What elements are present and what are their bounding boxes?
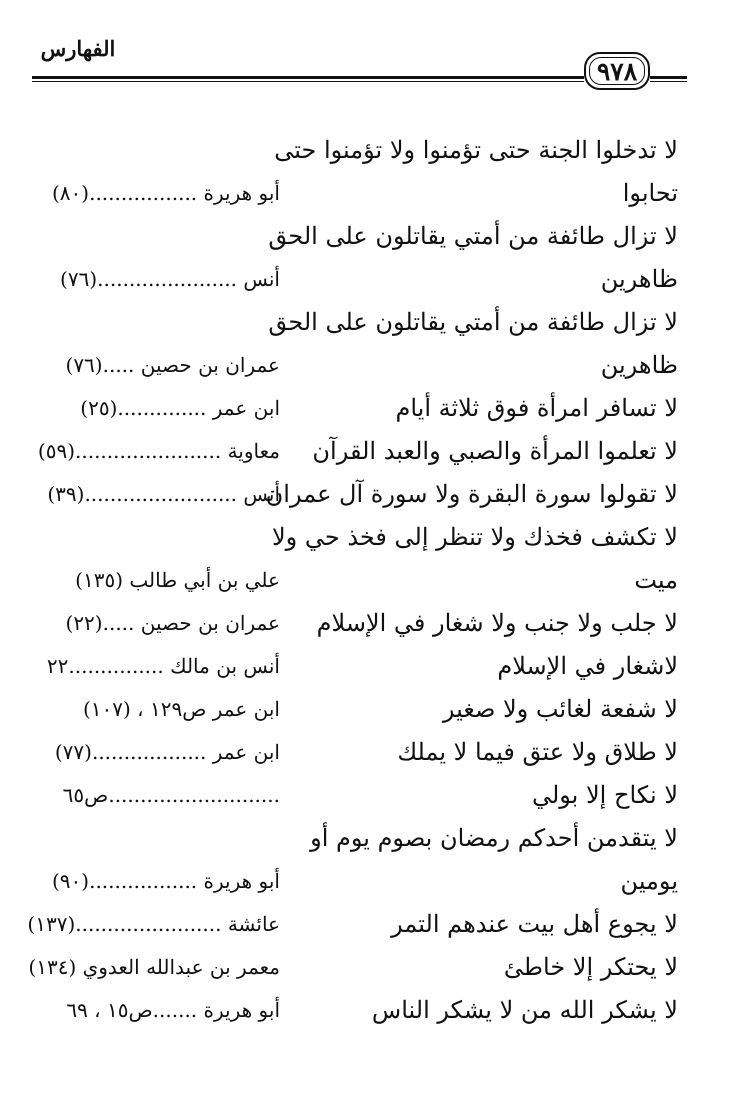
index-line <box>0 558 747 602</box>
index-line <box>0 300 747 344</box>
narrator-reference: أنس ......................(٧٦) <box>60 267 280 291</box>
index-line <box>0 730 747 774</box>
hadith-text: لاشغار في الإسلام <box>497 652 678 680</box>
narrator-reference: ابن عمر ..............(٢٥) <box>80 396 280 420</box>
hadith-text: ظاهرين <box>600 351 678 379</box>
narrator-reference: ابن عمر ..................(٧٧) <box>54 740 280 764</box>
hadith-text: لا تدخلوا الجنة حتى تؤمنوا ولا تؤمنوا حتى <box>274 136 678 164</box>
narrator-reference: ابن عمر ص١٢٩ ، (١٠٧) <box>82 697 280 721</box>
hadith-text: لا تزال طائفة من أمتي يقاتلون على الحق <box>268 222 678 250</box>
index-line <box>0 859 747 903</box>
hadith-text: لا يحتكر إلا خاطئ <box>503 953 678 981</box>
hadith-text: لا يتقدمن أحدكم رمضان بصوم يوم أو <box>310 824 678 852</box>
index-line <box>0 515 747 559</box>
hadith-text: لا طلاق ولا عتق فيما لا يملك <box>397 738 678 766</box>
page-number: ٩٧٨ <box>596 56 638 86</box>
narrator-reference: ...........................ص٦٥ <box>62 783 280 807</box>
page-header <box>0 0 747 110</box>
hadith-text: ظاهرين <box>600 265 678 293</box>
narrator-reference: عمران بن حصين .....(٢٢) <box>65 611 280 635</box>
narrator-reference: معمر بن عبدالله العدوي (١٣٤) <box>28 955 280 979</box>
hadith-text: لا شفعة لغائب ولا صغير <box>442 695 678 723</box>
hadith-text: لا تعلموا المرأة والصبي والعبد القرآن <box>312 437 678 465</box>
index-line <box>0 687 747 731</box>
narrator-reference: أبو هريرة .................(٩٠) <box>51 869 280 893</box>
narrator-reference: أنس ........................(٣٩) <box>47 482 280 506</box>
header-rule-left <box>32 76 584 82</box>
index-line <box>0 214 747 258</box>
index-line <box>0 945 747 989</box>
index-line <box>0 257 747 301</box>
page-number-frame <box>584 52 650 90</box>
hadith-text: يومين <box>620 867 678 895</box>
index-line <box>0 128 747 172</box>
index-line <box>0 472 747 516</box>
index-line <box>0 171 747 215</box>
index-line <box>0 988 747 1032</box>
narrator-reference: عائشة .......................(١٣٧) <box>27 912 280 936</box>
hadith-text: لا نكاح إلا بولي <box>531 781 678 809</box>
hadith-text: ميت <box>634 566 678 594</box>
hadith-text: لا يجوع أهل بيت عندهم التمر <box>391 910 678 938</box>
hadith-index-list <box>0 128 747 1028</box>
index-line <box>0 343 747 387</box>
hadith-text: لا تكشف فخذك ولا تنظر إلى فخذ حي ولا <box>271 523 678 551</box>
header-rule-right <box>650 76 687 82</box>
running-title: الفهارس <box>40 36 116 61</box>
index-line <box>0 601 747 645</box>
hadith-text: لا يشكر الله من لا يشكر الناس <box>371 996 678 1024</box>
index-line <box>0 386 747 430</box>
hadith-text: لا تقولوا سورة البقرة ولا سورة آل عمران <box>265 480 678 508</box>
index-line <box>0 773 747 817</box>
narrator-reference: معاوية .......................(٥٩) <box>37 439 280 463</box>
hadith-text: تحابوا <box>622 179 678 207</box>
hadith-text: لا تزال طائفة من أمتي يقاتلون على الحق <box>268 308 678 336</box>
narrator-reference: أبو هريرة .......ص١٥ ، ٦٩ <box>66 998 280 1022</box>
index-line <box>0 429 747 473</box>
narrator-reference: أبو هريرة .................(٨٠) <box>51 181 280 205</box>
hadith-text: لا جلب ولا جنب ولا شغار في الإسلام <box>316 609 678 637</box>
index-line <box>0 644 747 688</box>
narrator-reference: علي بن أبي طالب (١٣٥) <box>75 568 280 592</box>
narrator-reference: عمران بن حصين .....(٧٦) <box>65 353 280 377</box>
narrator-reference: أنس بن مالك ...............٢٢ <box>46 654 280 678</box>
index-line <box>0 902 747 946</box>
hadith-text: لا تسافر امرأة فوق ثلاثة أيام <box>395 394 678 422</box>
index-line <box>0 816 747 860</box>
